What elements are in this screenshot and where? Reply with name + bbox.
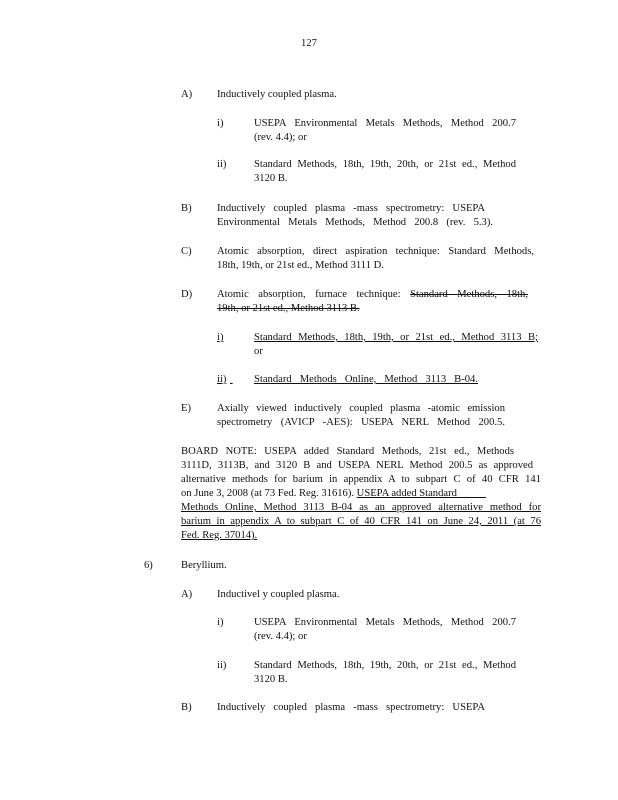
item-label: A) [181,89,193,100]
subitem-label: ii) [217,660,227,671]
subitem-text: Standard Methods, 18th, 19th, 20th, or 21st ed., Method 3120 B. [254,159,516,184]
inserted-text: Methods Online, Method 3113 B-04 as an approved alternative method for [181,502,541,513]
subitem-label: ii) [217,159,227,170]
subitem-text: Standard Methods, 18th, 19th, 20th, or 21st ed., Method 3120 B. [254,660,516,685]
item-text: Inductively coupled plasma. [217,89,337,100]
item-label: A) [181,589,193,600]
struck-text: 19th, or 21st ed., Method 3113 B. [217,303,360,314]
inserted-text: Fed. Reg. 37014). [181,530,258,541]
subitem-label: ii) [217,374,227,385]
item-label: E) [181,403,191,414]
section-title: Beryllium. [181,560,227,571]
item-text: Inductivel y coupled plasma. [217,589,340,600]
item-label: C) [181,246,192,257]
inserted-text: Standard Methods Online, Method 3113 B-04. [254,374,478,385]
item-label: D) [181,289,193,300]
struck-text: Standard Methods, 18th, [410,289,528,300]
subitem-text [254,373,478,387]
section-label: 6) [144,560,153,571]
item-label: B) [181,702,192,713]
subitem-text: Standard Methods, 18th, 19th, or 21st ed., Method 3113 B; or [254,332,538,357]
inserted-text: barium in appendix A to subpart C of 40 CFR 141 on June 24, 2011 (at 76 [181,516,541,527]
item-text: Atomic absorption, furnace technique: Standard Methods, 18th, 19th, or 21st ed., Method 3113 B. [217,289,528,314]
board-note: BOARD NOTE: USEPA added Standard Methods, 21st ed., Methods 3111D, 3113B, and 3120 B and USEPA NERL Method 200.5 as approved alternative methods for barium in appendix A to subpart C of 40 CFR 141 on June 3, 2008 (at 73 Fed. Reg. 31616). USEPA added Standard Methods Online, Method 3113 B-04 as an approved alternative method for barium in appendix A to subpart C of 40 CFR 141 on June 24, 2011 (at 76 Fed. Reg. 37014). [181,446,541,541]
item-text: Inductively coupled plasma -mass spectrometry: USEPA [217,702,485,713]
page-number: 127 [301,38,317,49]
subitem-label: i) [217,332,224,343]
subitem-text: USEPA Environmental Metals Methods, Method 200.7 (rev. 4.4); or [254,118,516,143]
item-text: Axially viewed inductively coupled plasma -atomic emission spectrometry (AVICP -AES): USEPA NERL Method 200.5. [217,403,505,428]
subitem-label: i) [217,617,224,628]
subitem-label: i) [217,118,224,129]
subitem-text: USEPA Environmental Metals Methods, Method 200.7 (rev. 4.4); or [254,617,516,642]
item-text: Atomic absorption, direct aspiration technique: Standard Methods, 18th, 19th, or 21st ed., Method 3111 D. [217,246,534,271]
inserted-text: USEPA added Standard [356,488,457,499]
item-label: B) [181,203,192,214]
item-text: Inductively coupled plasma -mass spectrometry: USEPA Environmental Metals Methods, Method 200.8 (rev. 5.3). [217,203,493,228]
inserted-text: Standard Methods, 18th, 19th, or 21st ed., Method 3113 B; [254,332,538,343]
